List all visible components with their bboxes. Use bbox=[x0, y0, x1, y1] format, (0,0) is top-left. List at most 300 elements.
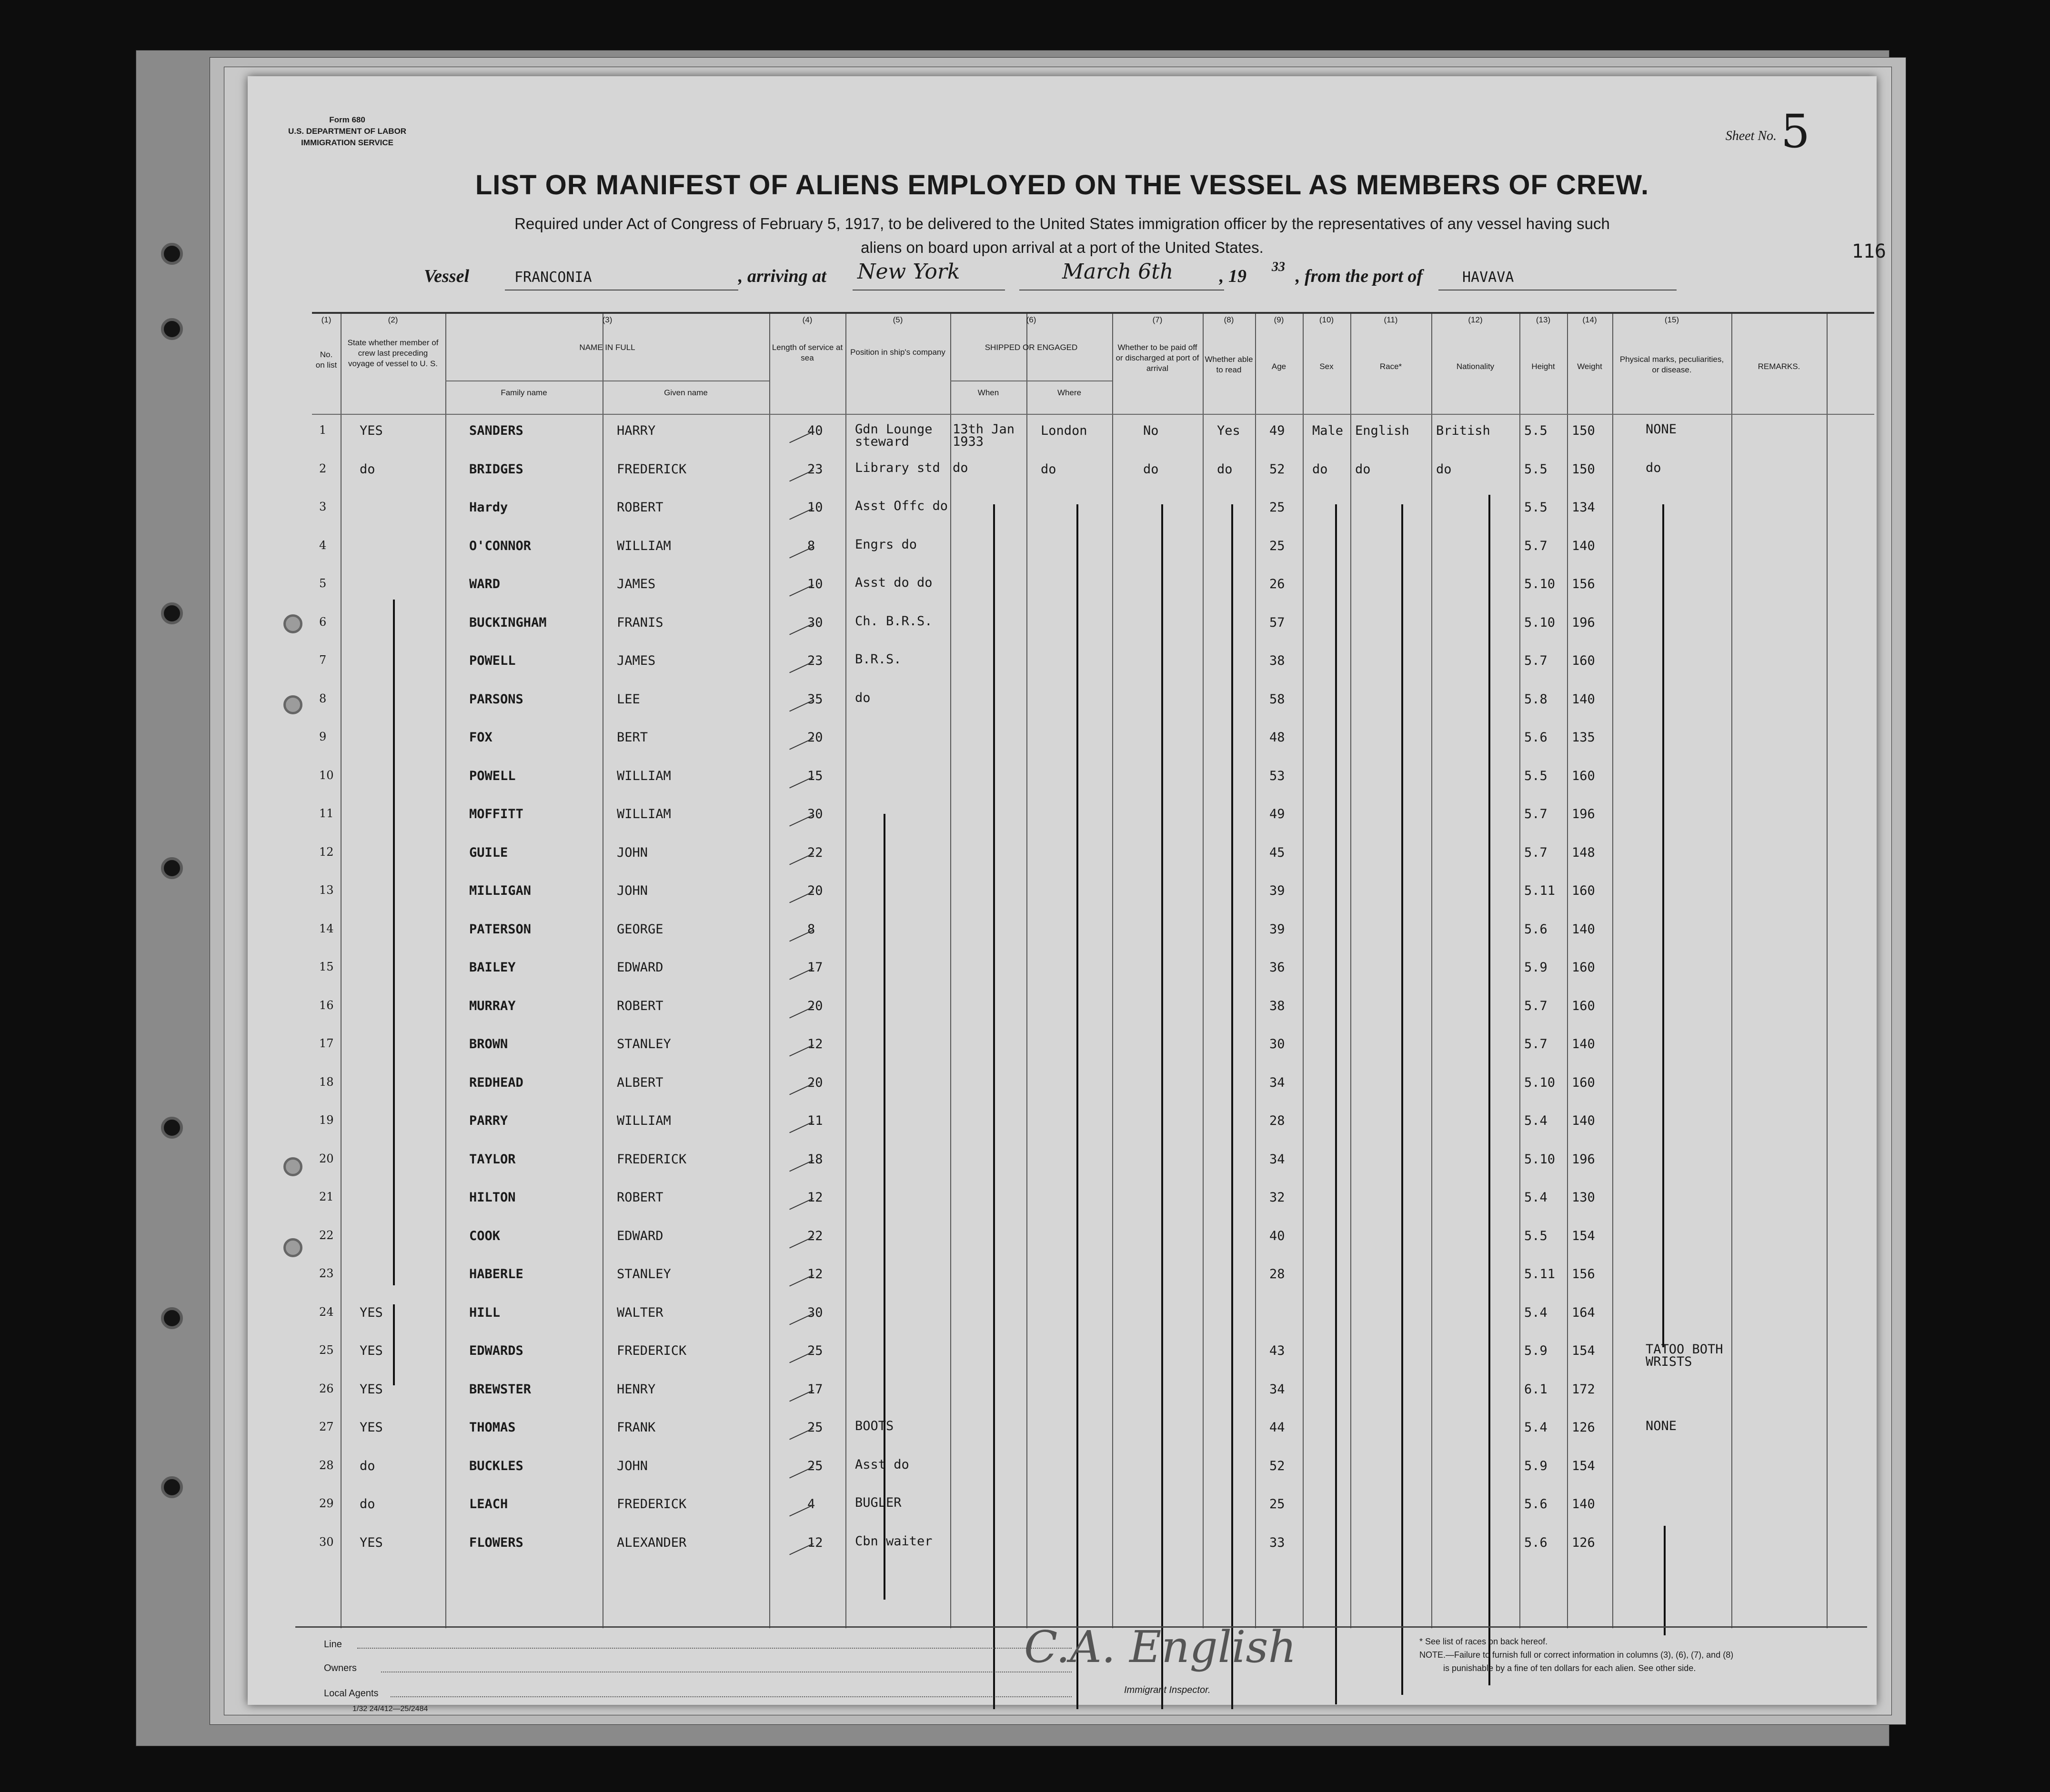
cell-weight: 156 bbox=[1572, 1267, 1595, 1281]
cell-age: 34 bbox=[1269, 1382, 1285, 1397]
cell-given: FREDERICK bbox=[617, 1151, 687, 1167]
cell-weight: 126 bbox=[1572, 1420, 1595, 1435]
cell-family: TAYLOR bbox=[469, 1151, 516, 1167]
cell-weight: 150 bbox=[1572, 423, 1595, 438]
cell-weight: 164 bbox=[1572, 1305, 1595, 1320]
header-paid-off: Whether to be paid off or discharged at port of arrival bbox=[1115, 343, 1199, 373]
cell-age: 34 bbox=[1269, 1075, 1285, 1090]
cell-no: 5 bbox=[319, 577, 327, 590]
cell-no: 28 bbox=[319, 1458, 334, 1472]
header-weight: Weight bbox=[1577, 362, 1602, 371]
cell-age: 32 bbox=[1269, 1190, 1285, 1205]
cell-height: 5.7 bbox=[1524, 807, 1548, 821]
header-when: When bbox=[977, 388, 999, 397]
arriving-label: , arriving at bbox=[738, 266, 826, 286]
cell-family: FOX bbox=[469, 730, 492, 745]
cell-family: LEACH bbox=[469, 1497, 508, 1512]
cell-age: 52 bbox=[1269, 461, 1285, 477]
col-number: (7) bbox=[1152, 315, 1163, 324]
arrival-date: March 6th bbox=[1062, 260, 1174, 284]
cell-age: 48 bbox=[1269, 730, 1285, 745]
cell-marks: TATOO BOTH WRISTS bbox=[1646, 1342, 1723, 1369]
ditto-line bbox=[393, 600, 395, 1285]
cell-height: 5.7 bbox=[1524, 1037, 1548, 1051]
cell-age: 53 bbox=[1269, 768, 1285, 783]
cell-age: 25 bbox=[1269, 538, 1285, 553]
cell-no: 9 bbox=[319, 730, 327, 743]
header-where: Where bbox=[1057, 388, 1082, 397]
cell-weight: 126 bbox=[1572, 1535, 1595, 1550]
cell-no: 20 bbox=[319, 1151, 334, 1165]
cell-height: 5.4 bbox=[1524, 1113, 1548, 1128]
cell-height: 5.4 bbox=[1524, 1305, 1548, 1320]
col-number: (4) bbox=[802, 315, 813, 324]
cell-given: WILLIAM bbox=[617, 538, 671, 553]
cell-sex: do bbox=[1312, 461, 1328, 477]
cell-height: 5.5 bbox=[1524, 423, 1548, 438]
cell-no: 30 bbox=[319, 1535, 334, 1549]
cell-height: 5.5 bbox=[1524, 768, 1548, 783]
sheet-number: 5 bbox=[1780, 105, 1810, 158]
cell-height: 5.10 bbox=[1524, 1075, 1556, 1090]
cell-prev: YES bbox=[360, 1305, 383, 1320]
cell-weight: 150 bbox=[1572, 461, 1595, 477]
footer-note-penalty-2: is punishable by a fine of ten dollars for each alien. See other side. bbox=[1443, 1663, 1696, 1673]
cell-age: 49 bbox=[1269, 423, 1285, 438]
cell-age: 25 bbox=[1269, 500, 1285, 515]
cell-no: 26 bbox=[319, 1382, 334, 1395]
cell-prev: do bbox=[360, 1458, 375, 1473]
cell-service: 12 bbox=[807, 1190, 823, 1205]
cell-marks: NONE bbox=[1646, 422, 1677, 437]
cell-weight: 154 bbox=[1572, 1228, 1595, 1243]
cell-service: 12 bbox=[807, 1037, 823, 1051]
cell-position: Gdn Lounge steward bbox=[855, 422, 933, 449]
cell-service: 23 bbox=[807, 653, 823, 668]
header-sex: Sex bbox=[1319, 362, 1334, 371]
cell-read: Yes bbox=[1217, 423, 1240, 438]
cell-no: 2 bbox=[319, 461, 327, 475]
cell-weight: 160 bbox=[1572, 998, 1595, 1013]
header-prev-voyage: State whether member of crew last preceding voyage of vessel to U. S. bbox=[347, 338, 439, 368]
col-number: (12) bbox=[1468, 315, 1483, 324]
cell-age: 40 bbox=[1269, 1228, 1285, 1243]
cell-no: 14 bbox=[319, 921, 334, 935]
cell-age: 45 bbox=[1269, 845, 1285, 860]
cell-family: BROWN bbox=[469, 1037, 508, 1051]
cell-family: HILTON bbox=[469, 1190, 516, 1205]
cell-given: FRANK bbox=[617, 1420, 656, 1435]
cell-age: 25 bbox=[1269, 1497, 1285, 1512]
ditto-line bbox=[1231, 504, 1233, 1709]
cell-weight: 140 bbox=[1572, 1037, 1595, 1051]
cell-family: GUILE bbox=[469, 845, 508, 860]
form-heading: Form 680 U.S. DEPARTMENT OF LABOR IMMIGRATION SERVICE bbox=[288, 115, 407, 147]
header-age: Age bbox=[1271, 362, 1286, 371]
cell-position: BUGLER bbox=[855, 1495, 902, 1510]
cell-service: 25 bbox=[807, 1458, 823, 1473]
cell-weight: 140 bbox=[1572, 921, 1595, 937]
cell-weight: 154 bbox=[1572, 1343, 1595, 1358]
cell-height: 5.6 bbox=[1524, 1535, 1548, 1550]
cell-family: HILL bbox=[469, 1305, 501, 1320]
cell-service: 20 bbox=[807, 1075, 823, 1090]
cell-no: 8 bbox=[319, 691, 327, 705]
cell-weight: 196 bbox=[1572, 807, 1595, 821]
cell-given: JOHN bbox=[617, 845, 648, 860]
ditto-line bbox=[993, 504, 995, 1709]
cell-position: Asst do bbox=[855, 1457, 909, 1472]
col-number: (6) bbox=[1026, 315, 1036, 324]
cell-prev: do bbox=[360, 461, 375, 477]
cell-given: ROBERT bbox=[617, 1190, 663, 1205]
cell-weight: 196 bbox=[1572, 615, 1595, 630]
binder-hole-icon bbox=[161, 602, 183, 624]
binder-hole-icon bbox=[161, 1117, 183, 1139]
cell-prev: YES bbox=[360, 423, 383, 438]
binder-hole-icon bbox=[161, 1476, 183, 1498]
cell-prev: YES bbox=[360, 1343, 383, 1358]
cell-service: 20 bbox=[807, 730, 823, 745]
cell-no: 21 bbox=[319, 1190, 334, 1203]
col-number: (3) bbox=[602, 315, 613, 324]
cell-service: 11 bbox=[807, 1113, 823, 1128]
cell-weight: 160 bbox=[1572, 960, 1595, 975]
cell-no: 25 bbox=[319, 1343, 334, 1357]
ditto-line bbox=[1076, 504, 1078, 1709]
ditto-line bbox=[393, 1304, 395, 1385]
inspector-signature: C.A. English bbox=[1024, 1622, 1296, 1672]
cell-service: 12 bbox=[807, 1535, 823, 1550]
cell-service: 10 bbox=[807, 500, 823, 515]
cell-height: 5.4 bbox=[1524, 1190, 1548, 1205]
page-title: LIST OR MANIFEST OF ALIENS EMPLOYED ON THE VESSEL AS MEMBERS OF CREW. bbox=[475, 170, 1649, 200]
cell-given: FRANIS bbox=[617, 615, 663, 630]
cell-height: 5.11 bbox=[1524, 883, 1556, 898]
footer-note-races: * See list of races on back hereof. bbox=[1419, 1637, 1548, 1646]
cell-given: FREDERICK bbox=[617, 1343, 687, 1358]
col-number: (5) bbox=[893, 315, 903, 324]
cell-position: Library std bbox=[855, 460, 940, 475]
cell-service: 17 bbox=[807, 1382, 823, 1397]
header-length-service: Length of service at sea bbox=[772, 343, 843, 362]
cell-height: 5.10 bbox=[1524, 615, 1556, 630]
cell-position: Asst Offc do bbox=[855, 499, 948, 513]
cell-height: 5.9 bbox=[1524, 960, 1548, 975]
cell-family: PATERSON bbox=[469, 921, 532, 937]
cell-position: do bbox=[855, 690, 871, 705]
cell-age: 30 bbox=[1269, 1037, 1285, 1051]
cell-weight: 196 bbox=[1572, 1151, 1595, 1167]
cell-age: 28 bbox=[1269, 1113, 1285, 1128]
cell-family: BUCKINGHAM bbox=[469, 615, 547, 630]
footer-note-penalty: NOTE.—Failure to furnish full or correct information in columns (3), (6), (7), and (8) bbox=[1419, 1650, 1734, 1660]
cell-service: 30 bbox=[807, 615, 823, 630]
cell-family: WARD bbox=[469, 577, 501, 591]
cell-family: EDWARDS bbox=[469, 1343, 523, 1358]
cell-weight: 140 bbox=[1572, 1497, 1595, 1512]
cell-given: JOHN bbox=[617, 883, 648, 898]
cell-family: HABERLE bbox=[469, 1267, 523, 1281]
header-given-name: Given name bbox=[664, 388, 708, 397]
cell-service: 15 bbox=[807, 768, 823, 783]
cell-service: 20 bbox=[807, 883, 823, 898]
cell-weight: 160 bbox=[1572, 653, 1595, 668]
cell-family: BRIDGES bbox=[469, 461, 523, 477]
from-port-label: , from the port of bbox=[1296, 266, 1423, 286]
header-height: Height bbox=[1531, 362, 1555, 371]
cell-prev: YES bbox=[360, 1420, 383, 1435]
cell-no: 4 bbox=[319, 538, 327, 552]
cell-nat: British bbox=[1436, 423, 1490, 438]
cell-height: 5.7 bbox=[1524, 538, 1548, 553]
cell-no: 29 bbox=[319, 1497, 334, 1510]
cell-height: 5.6 bbox=[1524, 1497, 1548, 1512]
cell-given: ALEXANDER bbox=[617, 1535, 687, 1550]
binder-hole-icon bbox=[161, 857, 183, 879]
cell-weight: 172 bbox=[1572, 1382, 1595, 1397]
cell-weight: 134 bbox=[1572, 500, 1595, 515]
header-race: Race* bbox=[1379, 362, 1402, 371]
cell-family: BAILEY bbox=[469, 960, 516, 975]
cell-family: THOMAS bbox=[469, 1420, 516, 1435]
page-subtitle: Required under Act of Congress of February 5, 1917, to be delivered to the United States immigration officer by the representatives of any vessel having such aliens on board upon arrival at a port of the United States. bbox=[514, 215, 1610, 256]
header-remarks: REMARKS. bbox=[1758, 362, 1800, 371]
cell-sex: Male bbox=[1312, 423, 1344, 438]
cell-service: 25 bbox=[807, 1343, 823, 1358]
cell-age: 36 bbox=[1269, 960, 1285, 975]
cell-height: 5.10 bbox=[1524, 577, 1556, 591]
header-physical-marks: Physical marks, peculiarities, or disease. bbox=[1619, 355, 1724, 374]
cell-service: 20 bbox=[807, 998, 823, 1013]
cell-family: COOK bbox=[469, 1228, 501, 1243]
cell-height: 5.11 bbox=[1524, 1267, 1556, 1281]
cell-family: REDHEAD bbox=[469, 1075, 523, 1090]
cell-family: MOFFITT bbox=[469, 807, 523, 821]
cell-weight: 140 bbox=[1572, 1113, 1595, 1128]
cell-given: ROBERT bbox=[617, 998, 663, 1013]
header-position: Position in ship's company bbox=[850, 348, 945, 357]
col-number: (14) bbox=[1582, 315, 1597, 324]
footer-owners-label: Owners bbox=[324, 1663, 357, 1673]
cell-no: 1 bbox=[319, 423, 327, 437]
cell-service: 10 bbox=[807, 577, 823, 591]
cell-given: WILLIAM bbox=[617, 1113, 671, 1128]
cell-height: 6.1 bbox=[1524, 1382, 1548, 1397]
cell-nat: do bbox=[1436, 461, 1452, 477]
col-number: (9) bbox=[1274, 315, 1284, 324]
cell-when: 13th Jan 1933 bbox=[953, 422, 1015, 449]
cell-service: 22 bbox=[807, 1228, 823, 1243]
cell-family: FLOWERS bbox=[469, 1535, 523, 1550]
cell-read: do bbox=[1217, 461, 1233, 477]
cell-height: 5.7 bbox=[1524, 653, 1548, 668]
cell-no: 18 bbox=[319, 1075, 334, 1089]
cell-marks: NONE bbox=[1646, 1419, 1677, 1433]
col-number: (11) bbox=[1384, 315, 1398, 324]
print-code: 1/32 24/412—25/2484 bbox=[352, 1705, 428, 1713]
cell-family: POWELL bbox=[469, 653, 516, 668]
cell-service: 23 bbox=[807, 461, 823, 477]
ditto-line bbox=[884, 814, 885, 1600]
header-name-in-full: NAME IN FULL bbox=[579, 343, 635, 352]
cell-family: POWELL bbox=[469, 768, 516, 783]
cell-no: 10 bbox=[319, 768, 334, 782]
binder-hole-icon bbox=[161, 1307, 183, 1329]
corner-number: 116 bbox=[1851, 240, 1886, 262]
cell-position: Ch. B.R.S. bbox=[855, 613, 933, 629]
cell-family: BUCKLES bbox=[469, 1458, 523, 1473]
cell-service: 25 bbox=[807, 1420, 823, 1435]
cell-race: English bbox=[1355, 423, 1409, 438]
cell-given: HARRY bbox=[617, 423, 656, 438]
grommet-icon bbox=[283, 614, 302, 633]
cell-no: 23 bbox=[319, 1267, 334, 1280]
header-nationality: Nationality bbox=[1456, 362, 1495, 371]
cell-age: 38 bbox=[1269, 998, 1285, 1013]
cell-family: Hardy bbox=[469, 500, 508, 515]
cell-prev: YES bbox=[360, 1382, 383, 1397]
header-no-on-list: No. on list bbox=[315, 350, 337, 370]
cell-height: 5.5 bbox=[1524, 461, 1548, 477]
cell-age: 38 bbox=[1269, 653, 1285, 668]
ditto-line bbox=[1401, 504, 1403, 1695]
cell-age: 26 bbox=[1269, 577, 1285, 591]
cell-service: 18 bbox=[807, 1151, 823, 1167]
cell-family: SANDERS bbox=[469, 423, 523, 438]
ditto-line bbox=[1335, 504, 1337, 1704]
cell-family: MURRAY bbox=[469, 998, 516, 1013]
cell-given: WILLIAM bbox=[617, 768, 671, 783]
cell-weight: 160 bbox=[1572, 883, 1595, 898]
cell-given: EDWARD bbox=[617, 1228, 663, 1243]
cell-height: 5.9 bbox=[1524, 1343, 1548, 1358]
cell-no: 17 bbox=[319, 1037, 334, 1050]
cell-age: 28 bbox=[1269, 1267, 1285, 1281]
cell-age: 49 bbox=[1269, 807, 1285, 821]
cell-given: JOHN bbox=[617, 1458, 648, 1473]
col-number: (15) bbox=[1664, 315, 1679, 324]
cell-no: 27 bbox=[319, 1420, 334, 1433]
header-able-read: Whether able to read bbox=[1205, 355, 1253, 374]
cell-age: 44 bbox=[1269, 1420, 1285, 1435]
grommet-icon bbox=[283, 1157, 302, 1176]
cell-no: 16 bbox=[319, 998, 334, 1012]
cell-age: 43 bbox=[1269, 1343, 1285, 1358]
cell-service: 30 bbox=[807, 807, 823, 821]
cell-height: 5.7 bbox=[1524, 845, 1548, 860]
cell-weight: 135 bbox=[1572, 730, 1595, 745]
cell-service: 8 bbox=[807, 538, 815, 553]
cell-family: MILLIGAN bbox=[469, 883, 532, 898]
cell-when: do bbox=[953, 460, 968, 475]
cell-prev: do bbox=[360, 1497, 375, 1512]
cell-no: 13 bbox=[319, 883, 334, 897]
ditto-line bbox=[1161, 504, 1163, 1709]
cell-no: 15 bbox=[319, 960, 334, 973]
cell-no: 12 bbox=[319, 845, 334, 859]
cell-service: 17 bbox=[807, 960, 823, 975]
cell-age: 33 bbox=[1269, 1535, 1285, 1550]
cell-given: WILLIAM bbox=[617, 807, 671, 821]
cell-given: GEORGE bbox=[617, 921, 663, 937]
ditto-line bbox=[1664, 1526, 1666, 1635]
arrival-year: 33 bbox=[1272, 260, 1285, 274]
cell-given: ALBERT bbox=[617, 1075, 663, 1090]
cell-family: BREWSTER bbox=[469, 1382, 532, 1397]
binder-hole-icon bbox=[161, 243, 183, 265]
cell-weight: 140 bbox=[1572, 538, 1595, 553]
cell-service: 22 bbox=[807, 845, 823, 860]
cell-family: O'CONNOR bbox=[469, 538, 532, 553]
binder-hole-icon bbox=[161, 318, 183, 340]
ditto-line bbox=[1488, 495, 1490, 1685]
cell-no: 19 bbox=[319, 1113, 334, 1127]
manifest-sheet bbox=[248, 76, 1886, 1713]
cell-height: 5.10 bbox=[1524, 1151, 1556, 1167]
cell-height: 5.9 bbox=[1524, 1458, 1548, 1473]
cell-weight: 140 bbox=[1572, 691, 1595, 707]
cell-weight: 156 bbox=[1572, 577, 1595, 591]
cell-given: FREDERICK bbox=[617, 461, 687, 477]
col-number: (1) bbox=[321, 315, 332, 324]
header-family-name: Family name bbox=[501, 388, 547, 397]
cell-given: JAMES bbox=[617, 653, 656, 668]
cell-given: WALTER bbox=[617, 1305, 663, 1320]
cell-weight: 130 bbox=[1572, 1190, 1595, 1205]
cell-age: 57 bbox=[1269, 615, 1285, 630]
year-prefix: , 19 bbox=[1219, 266, 1246, 286]
cell-given: BERT bbox=[617, 730, 648, 745]
cell-weight: 160 bbox=[1572, 768, 1595, 783]
vessel-label: Vessel bbox=[424, 266, 469, 286]
crew-manifest-table bbox=[312, 312, 1874, 1628]
cell-position: Cbn waiter bbox=[855, 1533, 933, 1549]
cell-family: PARRY bbox=[469, 1113, 508, 1128]
cell-paid: do bbox=[1143, 461, 1159, 477]
cell-no: 22 bbox=[319, 1228, 334, 1242]
footer-agents-label: Local Agents bbox=[324, 1688, 379, 1699]
footer-line-label: Line bbox=[324, 1639, 342, 1650]
cell-service: 4 bbox=[807, 1497, 815, 1512]
cell-age: 39 bbox=[1269, 921, 1285, 937]
cell-age: 39 bbox=[1269, 883, 1285, 898]
cell-height: 5.6 bbox=[1524, 921, 1548, 937]
cell-weight: 154 bbox=[1572, 1458, 1595, 1473]
ditto-line bbox=[1662, 504, 1664, 1347]
inspector-label: Immigrant Inspector. bbox=[1124, 1685, 1211, 1695]
grommet-icon bbox=[283, 1238, 302, 1257]
cell-given: STANLEY bbox=[617, 1037, 671, 1051]
cell-no: 3 bbox=[319, 500, 327, 513]
cell-given: FREDERICK bbox=[617, 1497, 687, 1512]
cell-height: 5.5 bbox=[1524, 1228, 1548, 1243]
cell-position: BOOTS bbox=[855, 1419, 894, 1433]
cell-height: 5.6 bbox=[1524, 730, 1548, 745]
header-shipped-engaged: SHIPPED OR ENGAGED bbox=[985, 343, 1078, 352]
sheet-label: Sheet No. bbox=[1725, 129, 1777, 143]
cell-age: 58 bbox=[1269, 691, 1285, 707]
cell-service: 8 bbox=[807, 921, 815, 937]
cell-given: JAMES bbox=[617, 577, 656, 591]
cell-service: 30 bbox=[807, 1305, 823, 1320]
cell-given: ROBERT bbox=[617, 500, 663, 515]
cell-no: 7 bbox=[319, 653, 327, 667]
col-number: (2) bbox=[388, 315, 398, 324]
grommet-icon bbox=[283, 695, 302, 714]
cell-service: 35 bbox=[807, 691, 823, 707]
col-number: (8) bbox=[1224, 315, 1234, 324]
